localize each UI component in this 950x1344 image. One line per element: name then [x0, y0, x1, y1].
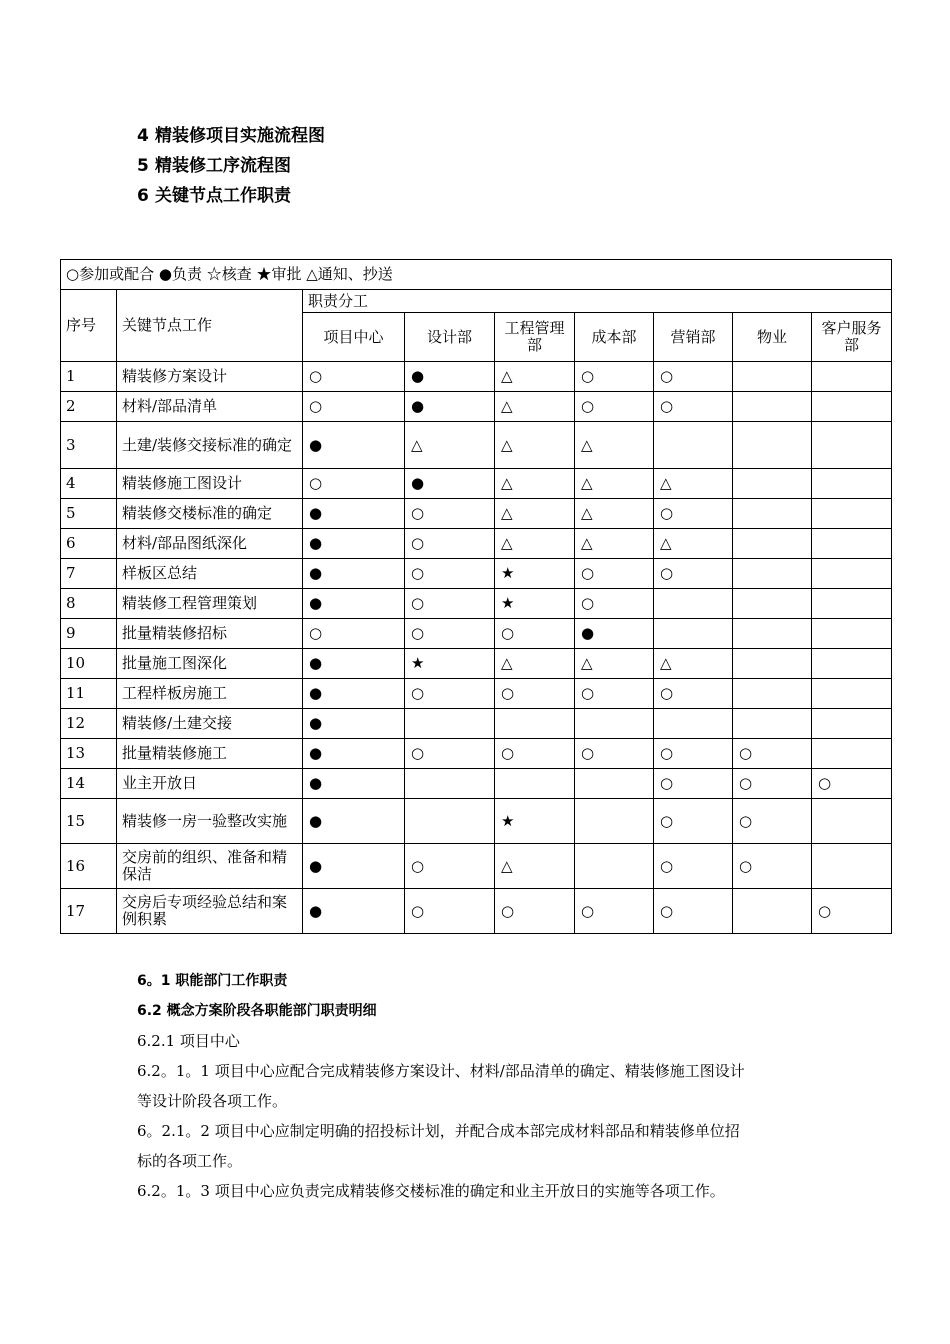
table-row — [61, 769, 892, 799]
table-row — [61, 559, 892, 589]
header-task: 关键节点工作 — [117, 290, 303, 362]
responsibility-mark — [812, 559, 892, 589]
row-index: 5 — [61, 499, 117, 529]
responsibility-mark — [575, 844, 654, 889]
responsibility-mark — [654, 619, 733, 649]
paragraph-6-2-1-3: 6.2。1。3 项目中心应负责完成精装修交楼标准的确定和业主开放日的实施等各项工作。 — [137, 1182, 725, 1200]
table-row — [61, 649, 892, 679]
responsibility-mark: △ — [654, 529, 733, 559]
responsibility-mark: ○ — [405, 679, 495, 709]
responsibility-mark — [812, 392, 892, 422]
responsibility-mark — [812, 469, 892, 499]
responsibility-mark: ● — [303, 739, 405, 769]
responsibility-mark: △ — [495, 649, 575, 679]
responsibility-mark — [575, 799, 654, 844]
row-index: 17 — [61, 889, 117, 934]
table-row — [61, 499, 892, 529]
row-task: 交房前的组织、准备和精保洁 — [117, 844, 303, 889]
responsibility-mark — [733, 469, 812, 499]
responsibility-mark: △ — [575, 422, 654, 469]
responsibility-mark — [812, 619, 892, 649]
row-task: 工程样板房施工 — [117, 679, 303, 709]
responsibility-mark: △ — [405, 422, 495, 469]
legend-row — [61, 260, 892, 290]
header-dept-cost: 成本部 — [575, 313, 654, 362]
row-index: 10 — [61, 649, 117, 679]
responsibility-mark — [812, 799, 892, 844]
responsibility-mark — [733, 529, 812, 559]
responsibility-mark: ● — [405, 362, 495, 392]
row-index: 12 — [61, 709, 117, 739]
row-index: 16 — [61, 844, 117, 889]
responsibility-mark: △ — [575, 499, 654, 529]
responsibility-mark: ○ — [733, 769, 812, 799]
paragraph-6-2-1-1-line1: 6.2。1。1 项目中心应配合完成精装修方案设计、材料/部品清单的确定、精装修施工图设计 — [137, 1062, 745, 1080]
row-task: 批量精装修招标 — [117, 619, 303, 649]
section-headings — [137, 124, 325, 214]
responsibility-mark — [575, 769, 654, 799]
responsibility-mark: ○ — [405, 844, 495, 889]
responsibility-mark: ● — [303, 769, 405, 799]
responsibility-mark — [812, 679, 892, 709]
responsibility-mark: ● — [303, 799, 405, 844]
responsibility-mark: ○ — [812, 769, 892, 799]
responsibility-mark: ○ — [654, 889, 733, 934]
header-dept-design: 设计部 — [405, 313, 495, 362]
responsibility-mark: △ — [495, 362, 575, 392]
responsibility-mark — [654, 709, 733, 739]
responsibility-mark: ○ — [303, 362, 405, 392]
responsibility-mark: ● — [303, 889, 405, 934]
responsibility-mark — [733, 619, 812, 649]
row-task: 精装修方案设计 — [117, 362, 303, 392]
responsibility-mark — [495, 769, 575, 799]
responsibility-mark: ○ — [405, 529, 495, 559]
heading-responsibility: 6 关键节点工作职责 — [137, 186, 291, 206]
responsibility-mark: ○ — [575, 362, 654, 392]
responsibility-mark: ○ — [654, 559, 733, 589]
responsibility-mark — [575, 709, 654, 739]
responsibility-mark: ○ — [654, 844, 733, 889]
responsibility-mark: ○ — [575, 889, 654, 934]
responsibility-mark: ○ — [495, 679, 575, 709]
row-index: 14 — [61, 769, 117, 799]
subsection-6-2-1: 6.2.1 项目中心 — [137, 1032, 240, 1050]
header-dept-project-center: 项目中心 — [303, 313, 405, 362]
heading-flowchart: 4 精装修项目实施流程图 — [137, 126, 325, 146]
section-title-6-2: 6.2 概念方案阶段各职能部门职责明细 — [137, 1003, 377, 1019]
table-row — [61, 362, 892, 392]
responsibility-mark: △ — [495, 469, 575, 499]
header-dept-marketing: 营销部 — [654, 313, 733, 362]
responsibility-mark: ○ — [654, 769, 733, 799]
responsibility-mark: ○ — [405, 889, 495, 934]
responsibility-mark: △ — [495, 529, 575, 559]
row-index: 4 — [61, 469, 117, 499]
table-row — [61, 679, 892, 709]
responsibility-mark: ○ — [303, 392, 405, 422]
responsibility-mark: ○ — [654, 679, 733, 709]
responsibility-mark — [733, 649, 812, 679]
table-legend: ○参加或配合 ●负责 ☆核查 ★审批 △通知、抄送 — [61, 260, 892, 290]
responsibility-mark: ○ — [654, 392, 733, 422]
row-task: 批量精装修施工 — [117, 739, 303, 769]
paragraph-6-2-1-2-line2: 标的各项工作。 — [137, 1152, 243, 1170]
responsibility-mark — [654, 589, 733, 619]
responsibility-mark: ● — [303, 422, 405, 469]
row-index: 2 — [61, 392, 117, 422]
responsibility-mark — [812, 422, 892, 469]
row-index: 13 — [61, 739, 117, 769]
responsibility-mark: ○ — [733, 739, 812, 769]
row-task: 业主开放日 — [117, 769, 303, 799]
responsibility-mark: ● — [303, 529, 405, 559]
responsibility-mark: ○ — [654, 799, 733, 844]
responsibility-mark — [733, 499, 812, 529]
responsibility-mark: ○ — [733, 799, 812, 844]
table-row — [61, 619, 892, 649]
responsibility-table — [60, 259, 892, 934]
responsibility-mark — [733, 392, 812, 422]
body-text — [137, 966, 837, 1206]
responsibility-mark — [812, 499, 892, 529]
table-row — [61, 844, 892, 889]
responsibility-mark: ● — [303, 844, 405, 889]
responsibility-mark: ★ — [405, 649, 495, 679]
header-index: 序号 — [61, 290, 117, 362]
responsibility-mark — [812, 362, 892, 392]
table-row — [61, 709, 892, 739]
table-row — [61, 422, 892, 469]
responsibility-mark: ○ — [575, 739, 654, 769]
row-index: 11 — [61, 679, 117, 709]
header-row-group — [61, 290, 892, 313]
responsibility-mark: ○ — [405, 619, 495, 649]
responsibility-mark: △ — [575, 649, 654, 679]
row-task: 样板区总结 — [117, 559, 303, 589]
row-task: 精装修/土建交接 — [117, 709, 303, 739]
table-row — [61, 799, 892, 844]
responsibility-mark: ○ — [575, 589, 654, 619]
responsibility-mark — [733, 889, 812, 934]
responsibility-mark: ○ — [495, 889, 575, 934]
row-index: 3 — [61, 422, 117, 469]
row-index: 8 — [61, 589, 117, 619]
responsibility-mark: ○ — [654, 499, 733, 529]
responsibility-mark: ● — [575, 619, 654, 649]
row-task: 批量施工图深化 — [117, 649, 303, 679]
responsibility-mark: △ — [575, 529, 654, 559]
header-dept-customer-service: 客户服务部 — [812, 313, 892, 362]
responsibility-mark: ● — [303, 679, 405, 709]
responsibility-mark: ★ — [495, 589, 575, 619]
table-row — [61, 889, 892, 934]
responsibility-mark: △ — [495, 499, 575, 529]
responsibility-mark: ○ — [405, 589, 495, 619]
row-index: 1 — [61, 362, 117, 392]
table-row — [61, 529, 892, 559]
responsibility-mark: ○ — [654, 362, 733, 392]
responsibility-mark: ○ — [495, 619, 575, 649]
responsibility-mark: ● — [303, 709, 405, 739]
responsibility-mark: ★ — [495, 559, 575, 589]
row-index: 6 — [61, 529, 117, 559]
responsibility-mark — [812, 844, 892, 889]
paragraph-6-2-1-1-line2: 等设计阶段各项工作。 — [137, 1092, 288, 1110]
responsibility-mark: ● — [303, 649, 405, 679]
row-task: 精装修施工图设计 — [117, 469, 303, 499]
responsibility-mark: ★ — [495, 799, 575, 844]
header-responsibility-group: 职责分工 — [303, 290, 892, 313]
responsibility-mark — [812, 709, 892, 739]
row-index: 15 — [61, 799, 117, 844]
row-task: 精装修一房一验整改实施 — [117, 799, 303, 844]
responsibility-mark: ● — [405, 392, 495, 422]
row-task: 精装修交楼标准的确定 — [117, 499, 303, 529]
responsibility-mark — [812, 529, 892, 559]
responsibility-mark — [405, 769, 495, 799]
responsibility-mark: △ — [575, 469, 654, 499]
header-dept-property: 物业 — [733, 313, 812, 362]
responsibility-mark — [405, 799, 495, 844]
responsibility-mark: ● — [303, 589, 405, 619]
responsibility-mark: △ — [495, 392, 575, 422]
responsibility-mark — [733, 679, 812, 709]
responsibility-mark: ○ — [405, 559, 495, 589]
responsibility-mark — [733, 362, 812, 392]
responsibility-mark — [733, 589, 812, 619]
section-title-6-1: 6。1 职能部门工作职责 — [137, 973, 288, 989]
responsibility-mark: ○ — [575, 392, 654, 422]
heading-process: 5 精装修工序流程图 — [137, 156, 291, 176]
table-row — [61, 739, 892, 769]
responsibility-mark: △ — [495, 422, 575, 469]
responsibility-mark: ○ — [812, 889, 892, 934]
table-row — [61, 469, 892, 499]
responsibility-mark: ○ — [405, 739, 495, 769]
responsibility-mark — [733, 422, 812, 469]
responsibility-mark: ○ — [303, 619, 405, 649]
responsibility-mark — [495, 709, 575, 739]
row-index: 9 — [61, 619, 117, 649]
responsibility-mark: ○ — [575, 559, 654, 589]
responsibility-mark: ○ — [654, 739, 733, 769]
row-task: 交房后专项经验总结和案例积累 — [117, 889, 303, 934]
responsibility-mark — [733, 709, 812, 739]
paragraph-6-2-1-2-line1: 6。2.1。2 项目中心应制定明确的招投标计划，并配合成本部完成材料部品和精装修单位招 — [137, 1122, 740, 1140]
responsibility-mark: △ — [654, 649, 733, 679]
responsibility-mark — [812, 649, 892, 679]
responsibility-mark — [654, 422, 733, 469]
header-dept-engineering: 工程管理部 — [495, 313, 575, 362]
responsibility-mark — [812, 589, 892, 619]
responsibility-mark: △ — [495, 844, 575, 889]
responsibility-mark: ● — [303, 499, 405, 529]
row-task: 精装修工程管理策划 — [117, 589, 303, 619]
responsibility-mark: ○ — [303, 469, 405, 499]
table-row — [61, 589, 892, 619]
responsibility-mark: ○ — [405, 499, 495, 529]
row-task: 材料/部品图纸深化 — [117, 529, 303, 559]
responsibility-mark: ○ — [495, 739, 575, 769]
responsibility-mark — [733, 559, 812, 589]
responsibility-mark: ○ — [575, 679, 654, 709]
row-task: 土建/装修交接标准的确定 — [117, 422, 303, 469]
table-row — [61, 392, 892, 422]
responsibility-mark: ○ — [733, 844, 812, 889]
responsibility-mark: ● — [405, 469, 495, 499]
responsibility-mark — [405, 709, 495, 739]
row-index: 7 — [61, 559, 117, 589]
responsibility-mark — [812, 739, 892, 769]
row-task: 材料/部品清单 — [117, 392, 303, 422]
responsibility-mark: △ — [654, 469, 733, 499]
responsibility-mark: ● — [303, 559, 405, 589]
